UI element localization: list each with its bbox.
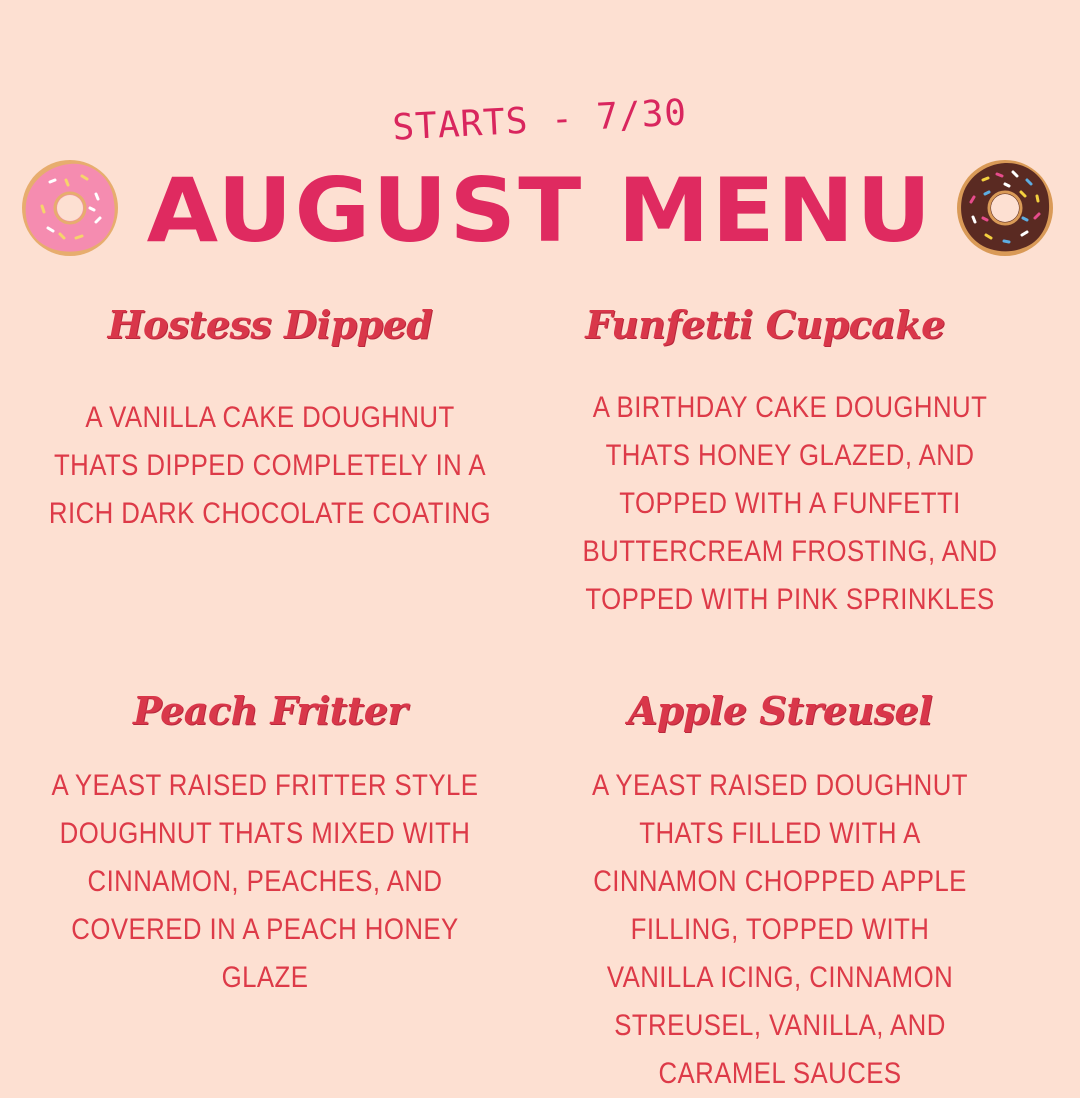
item-title-funfetti-cupcake: Funfetti Cupcake <box>585 302 945 347</box>
item-description-apple-streusel: A YEAST RAISED DOUGHNUT THATS FILLED WITH A CINNAMON CHOPPED APPLE FILLING, TOPPED WITH VANILLA ICING, CINNAMON STREUSEL, VANILLA, AND CARAMEL SAUCES <box>592 769 968 1090</box>
item-description-funfetti-cupcake: A BIRTHDAY CAKE DOUGHNUT THATS HONEY GLAZED, AND TOPPED WITH A FUNFETTI BUTTERCREAM FROSTING, AND TOPPED WITH PINK SPRINKLES <box>582 391 998 616</box>
item-title-hostess-dipped: Hostess Dipped <box>107 302 433 347</box>
item-description-hostess-dipped: A VANILLA CAKE DOUGHNUT THATS DIPPED COMPLETELY IN A RICH DARK CHOCOLATE COATING <box>48 401 492 530</box>
item-title-peach-fritter: Peach Fritter <box>133 688 407 733</box>
start-date-subtitle: STARTS - 7/30 <box>391 92 689 149</box>
item-title-apple-streusel: Apple Streusel <box>627 688 933 733</box>
page-title: AUGUST MENU <box>146 159 934 262</box>
item-description-peach-fritter: A YEAST RAISED FRITTER STYLE DOUGHNUT THATS MIXED WITH CINNAMON, PEACHES, AND COVERED IN A PEACH HONEY GLAZE <box>51 769 479 994</box>
chocolate-donut-icon <box>955 158 1055 258</box>
